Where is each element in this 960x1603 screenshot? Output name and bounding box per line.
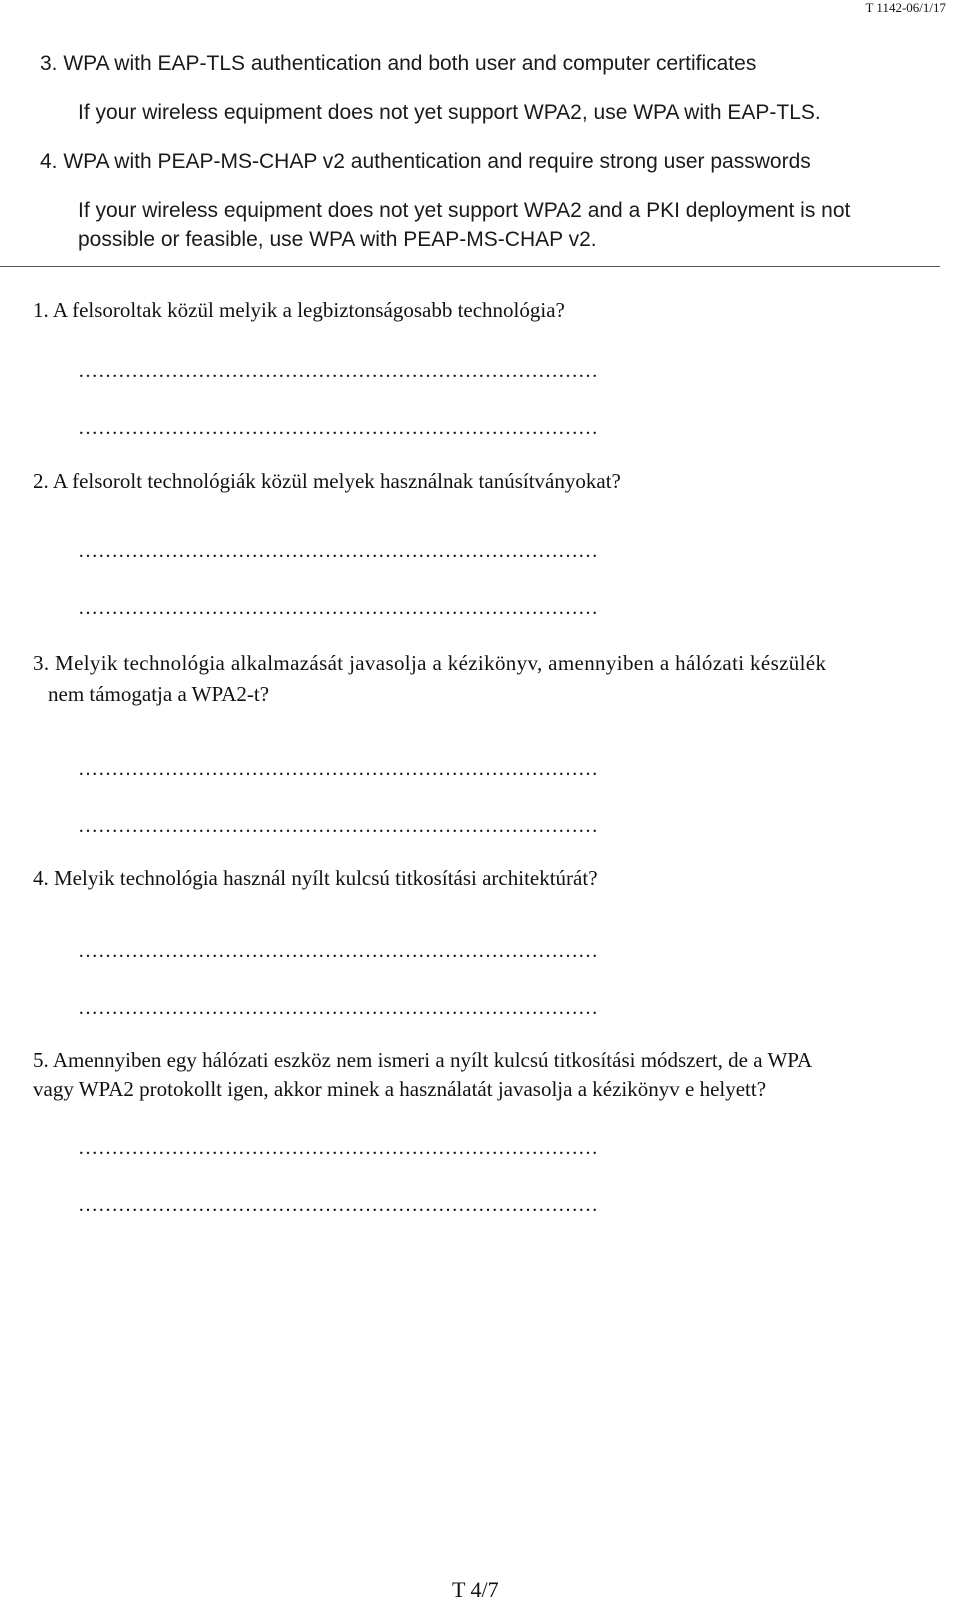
section-divider — [0, 266, 940, 267]
answer-line[interactable]: …………………………………………………………………… — [78, 815, 598, 837]
source-item-4-note-line2: possible or feasible, use WPA with PEAP-MS-CHAP v2. — [78, 228, 597, 251]
question-2: 2. A felsorolt technológiák közül melyek használnak tanúsítványokat? — [33, 469, 621, 493]
answer-line[interactable]: …………………………………………………………………… — [78, 758, 598, 780]
question-3-line1: 3. Melyik technológia alkalmazását javasolja a kézikönyv, amennyiben a hálózati készülék — [33, 651, 827, 675]
source-item-4-note-line1: If your wireless equipment does not yet support WPA2 and a PKI deployment is not — [78, 199, 851, 222]
question-1: 1. A felsoroltak közül melyik a legbiztonságosabb technológia? — [33, 298, 565, 322]
answer-line[interactable]: …………………………………………………………………… — [78, 1137, 598, 1159]
page-number: T 4/7 — [452, 1577, 499, 1602]
question-5-line1: 5. Amennyiben egy hálózati eszköz nem ismeri a nyílt kulcsú titkosítási módszert, de a WPA — [33, 1048, 813, 1072]
answer-line[interactable]: …………………………………………………………………… — [78, 597, 598, 619]
question-4: 4. Melyik technológia használ nyílt kulcsú titkosítási architektúrát? — [33, 866, 598, 890]
document-code: T 1142-06/1/17 — [865, 0, 946, 15]
source-item-3-note: If your wireless equipment does not yet support WPA2, use WPA with EAP-TLS. — [78, 101, 821, 124]
question-5-line2: vagy WPA2 protokollt igen, akkor minek a használatát javasolja a kézikönyv e helyett? — [33, 1077, 767, 1101]
source-item-4-title: 4. WPA with PEAP-MS-CHAP v2 authentication and require strong user passwords — [40, 150, 811, 173]
answer-line[interactable]: …………………………………………………………………… — [78, 940, 598, 962]
source-item-3-title: 3. WPA with EAP-TLS authentication and both user and computer certificates — [40, 52, 757, 75]
answer-line[interactable]: …………………………………………………………………… — [78, 417, 598, 439]
answer-line[interactable]: …………………………………………………………………… — [78, 540, 598, 562]
question-3-line2: nem támogatja a WPA2-t? — [48, 682, 270, 706]
answer-line[interactable]: …………………………………………………………………… — [78, 997, 598, 1019]
answer-line[interactable]: …………………………………………………………………… — [78, 360, 598, 382]
answer-line[interactable]: …………………………………………………………………… — [78, 1194, 598, 1216]
